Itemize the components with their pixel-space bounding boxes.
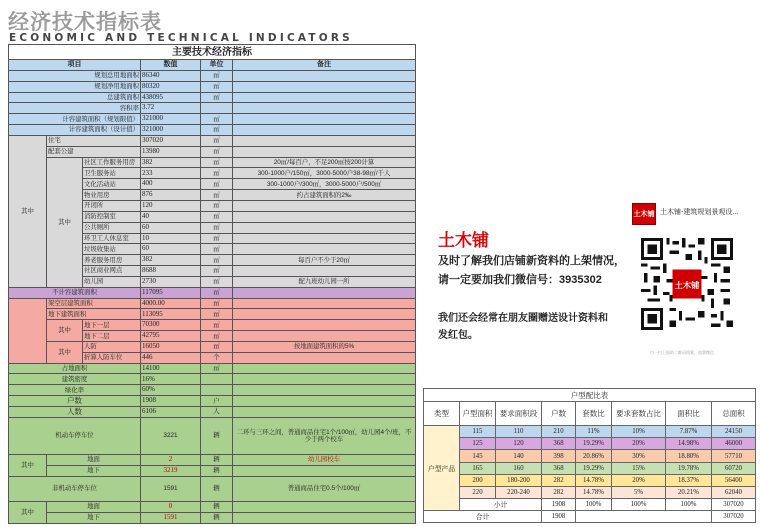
row-value: 42795: [141, 331, 201, 342]
row-value: 8688: [141, 266, 201, 277]
promo-line-3: 我们还会经常在朋友圈赠送设计资料和: [438, 313, 608, 324]
row-value: 60%: [141, 385, 201, 396]
row-label: 人防: [83, 341, 141, 352]
row-unit: 辆: [201, 501, 233, 512]
main-indicator-table-wrap: [8, 44, 415, 524]
cell: 145: [460, 450, 496, 462]
row-unit: ㎡: [201, 81, 233, 92]
row-note: [233, 211, 416, 222]
group-label: 其中: [9, 135, 47, 287]
row-label: 地下建筑面积: [47, 309, 141, 320]
row-note: [233, 374, 416, 385]
total-label: 合计: [424, 510, 542, 522]
cell: 307020: [712, 510, 756, 522]
row-note: 每百户不少于20㎡: [233, 255, 416, 266]
table-row: [9, 298, 416, 309]
row-unit: ㎡: [201, 233, 233, 244]
row-note: [233, 103, 416, 114]
subgroup-label: 其中: [47, 157, 83, 287]
row-unit: ㎡: [201, 287, 233, 298]
row-label: 地面: [47, 454, 141, 465]
qr-caption: 扫一扫上面的二维码图案，加我微信: [650, 350, 714, 355]
row-note: [233, 465, 416, 476]
cell: 24150: [712, 426, 756, 438]
row-label: 户数: [9, 396, 141, 407]
table-row: [9, 157, 416, 168]
row-note: [233, 407, 416, 418]
table-row: [9, 363, 416, 374]
row-unit: 辆: [201, 465, 233, 476]
cell: 220-240: [496, 486, 542, 498]
row-label: 折算人防车位: [83, 352, 141, 363]
table-header-row: [9, 60, 416, 71]
table-row: [9, 501, 416, 512]
row-label: 规划总用地面积: [9, 70, 141, 81]
row-value: 0: [141, 501, 201, 512]
row-value: 2730: [141, 276, 201, 287]
table-row: [9, 103, 416, 114]
row-note: [233, 244, 416, 255]
row-label: 物业用房: [83, 190, 141, 201]
row-value: 117095: [141, 287, 201, 298]
table-row: [9, 320, 416, 331]
brand-logo-badge: 土木铺: [632, 203, 656, 225]
cell: 11%: [576, 426, 612, 438]
cell: 46000: [712, 438, 756, 450]
cell: 368: [542, 462, 576, 474]
row-label: 社区工作服务用房: [83, 157, 141, 168]
col-header: 户型面积: [460, 402, 496, 426]
cell: 115: [460, 426, 496, 438]
row-note: [233, 298, 416, 309]
row-label: 非机动车停车位: [9, 476, 141, 501]
subtotal-row: [424, 498, 756, 510]
row-value: 86340: [141, 70, 201, 81]
row-note: [233, 200, 416, 211]
row-note: [233, 92, 416, 103]
row-note: [233, 81, 416, 92]
type-label: 户型产品: [424, 426, 460, 511]
row-note: 普通商品住宅0.5个/100㎡: [233, 476, 416, 501]
cell: 160: [496, 462, 542, 474]
row-value: 382: [141, 157, 201, 168]
row-value: 4000.00: [141, 298, 201, 309]
row-label: 建筑密度: [9, 374, 141, 385]
table-title: 主要技术经济指标: [9, 45, 416, 60]
row-note: [233, 146, 416, 157]
row-note: [233, 222, 416, 233]
row-note: 幼儿园校车: [233, 454, 416, 465]
row-note: [233, 70, 416, 81]
row-label: 不计容建筑面积: [9, 287, 141, 298]
qr-code-icon[interactable]: [641, 238, 733, 330]
cell: 1908: [542, 498, 576, 510]
brand-caption: 土木铺-建筑规划景观设...: [660, 209, 739, 216]
col-header: 户数: [542, 402, 576, 426]
row-note: 20㎡/每百户，不足200㎡按200计算: [233, 157, 416, 168]
col-header: 要求套数占比: [612, 402, 666, 426]
cell: 100%: [666, 498, 712, 510]
cell: 14.98%: [666, 438, 712, 450]
row-value: 400: [141, 179, 201, 190]
row-note: [233, 396, 416, 407]
row-label: 垃圾收集站: [83, 244, 141, 255]
page-subtitle: ECONOMIC AND TECHNICAL INDICATORS: [9, 32, 353, 44]
cell: 1908: [542, 510, 576, 522]
cell: 100%: [612, 498, 666, 510]
row-value: 446: [141, 352, 201, 363]
table-row: [424, 486, 756, 498]
cell: 60720: [712, 462, 756, 474]
cell: 180-200: [496, 474, 542, 486]
row-value: 6106: [141, 407, 201, 418]
row-note: 配九班幼儿园一所: [233, 276, 416, 287]
row-note: [233, 320, 416, 331]
row-value: 14100: [141, 363, 201, 374]
subgroup-label: 其中: [47, 341, 83, 363]
cell: 282: [542, 486, 576, 498]
cell: 62040: [712, 486, 756, 498]
row-label: 幼儿园: [83, 276, 141, 287]
cell: 200: [460, 474, 496, 486]
cell: 19.78%: [666, 462, 712, 474]
table-row: [9, 81, 416, 92]
row-note: [233, 114, 416, 125]
row-unit: ㎡: [201, 211, 233, 222]
row-note: 约占建筑面积的2‰: [233, 190, 416, 201]
col-header-item: 项目: [9, 60, 141, 71]
row-value: 80320: [141, 81, 201, 92]
table-row: [9, 454, 416, 465]
row-note: [233, 233, 416, 244]
subtotal-label: 小计: [460, 498, 542, 510]
cell: 14.78%: [576, 486, 612, 498]
cell: 282: [542, 474, 576, 486]
cell: 20.86%: [576, 450, 612, 462]
row-unit: ㎡: [201, 179, 233, 190]
row-value: 16050: [141, 341, 201, 352]
table-row: [9, 70, 416, 81]
row-value: 321000: [141, 114, 201, 125]
col-header-unit: 单位: [201, 60, 233, 71]
row-label: 文化活动站: [83, 179, 141, 190]
row-unit: ㎡: [201, 222, 233, 233]
cell: 100%: [576, 498, 612, 510]
col-header: 类型: [424, 402, 460, 426]
col-header-note: 备注: [233, 60, 416, 71]
cell: 57710: [712, 450, 756, 462]
main-indicator-table: [8, 44, 416, 524]
table-row: [9, 341, 416, 352]
row-value: 3.72: [141, 103, 201, 114]
row-note: [233, 501, 416, 512]
row-label: 开闭所: [83, 200, 141, 211]
row-unit: ㎡: [201, 146, 233, 157]
row-label: 计容建筑面积（规划限值）: [9, 114, 141, 125]
row-note: 300-1000户/300㎡，3000-5000户/500㎡: [233, 179, 416, 190]
row-label: 机动车停车位: [9, 417, 141, 454]
row-unit: 辆: [201, 512, 233, 523]
table-row: [9, 465, 416, 476]
row-label: 地下: [47, 512, 141, 523]
col-header-value: 数值: [141, 60, 201, 71]
row-unit: ㎡: [201, 70, 233, 81]
row-label: 住宅: [47, 135, 141, 146]
table-row: [424, 450, 756, 462]
row-note: [233, 135, 416, 146]
table-row: [9, 476, 416, 501]
cell: 19.29%: [576, 462, 612, 474]
row-unit: ㎡: [201, 125, 233, 136]
row-unit: ㎡: [201, 255, 233, 266]
row-note: [233, 363, 416, 374]
row-value: 70300: [141, 320, 201, 331]
table-row: [9, 309, 416, 320]
qr-center-label: 土木铺: [674, 280, 700, 291]
row-label: 地下: [47, 465, 141, 476]
row-label: 人数: [9, 407, 141, 418]
row-unit: ㎡: [201, 331, 233, 342]
unit-table-title-row: [424, 389, 756, 402]
cell: 125: [460, 438, 496, 450]
row-unit: ㎡: [201, 114, 233, 125]
cell: 20.21%: [666, 486, 712, 498]
promo-brand: 土木铺: [438, 231, 489, 250]
row-note: [233, 287, 416, 298]
row-label: 养老服务用房: [83, 255, 141, 266]
table-row: [9, 125, 416, 136]
row-unit: ㎡: [201, 92, 233, 103]
row-unit: 辆: [201, 476, 233, 501]
row-value: 382: [141, 255, 201, 266]
col-header: 面积比: [666, 402, 712, 426]
cell: 7.87%: [666, 426, 712, 438]
table-row: [9, 407, 416, 418]
row-unit: ㎡: [201, 200, 233, 211]
row-value: 1591: [141, 512, 201, 523]
row-unit: ㎡: [201, 157, 233, 168]
row-unit: ㎡: [201, 190, 233, 201]
row-unit: ㎡: [201, 298, 233, 309]
row-unit: ㎡: [201, 135, 233, 146]
row-label: 公共厕所: [83, 222, 141, 233]
row-value: 40: [141, 211, 201, 222]
row-note: 按地面建筑面积的5%: [233, 341, 416, 352]
row-label: 规划净用地面积: [9, 81, 141, 92]
row-label: 配套公建: [47, 146, 141, 157]
row-unit: ㎡: [201, 320, 233, 331]
table-row: [9, 396, 416, 407]
table-row: [9, 374, 416, 385]
cell: 398: [542, 450, 576, 462]
unit-mix-table: [423, 388, 756, 523]
group-label: 其中: [9, 501, 47, 523]
row-value: 233: [141, 168, 201, 179]
row-note: 二环与三环之间，普通商品住宅1个/100㎡，幼儿园4个/班，不少于两个校车: [233, 417, 416, 454]
table-row: [9, 146, 416, 157]
row-value: 321000: [141, 125, 201, 136]
row-unit: ㎡: [201, 244, 233, 255]
table-title-row: [9, 45, 416, 60]
row-unit: ㎡: [201, 168, 233, 179]
row-unit: 户: [201, 396, 233, 407]
row-value: 3221: [141, 417, 201, 454]
row-note: [233, 512, 416, 523]
row-unit: 辆: [201, 454, 233, 465]
cell: 110: [496, 426, 542, 438]
row-unit: ㎡: [201, 309, 233, 320]
row-label: 卫生服务站: [83, 168, 141, 179]
row-note: [233, 352, 416, 363]
row-note: [233, 385, 416, 396]
group-spacer: [9, 298, 47, 363]
row-label: 社区商业网点: [83, 266, 141, 277]
table-row: [9, 512, 416, 523]
table-row: [424, 474, 756, 486]
row-note: [233, 125, 416, 136]
cell: 120: [496, 438, 542, 450]
cell: 220: [460, 486, 496, 498]
row-label: 总建筑面积: [9, 92, 141, 103]
table-row: [9, 114, 416, 125]
promo-line-4: 发红包。: [438, 330, 478, 341]
cell: 20%: [612, 474, 666, 486]
row-note: [233, 309, 416, 320]
col-header: 总面积: [712, 402, 756, 426]
subgroup-label: 其中: [47, 320, 83, 342]
cell: 15%: [612, 462, 666, 474]
row-label: 地下二层: [83, 331, 141, 342]
table-row: [9, 92, 416, 103]
row-unit: [201, 385, 233, 396]
table-row: [9, 135, 416, 146]
row-label: 地下一层: [83, 320, 141, 331]
cell: 5%: [612, 486, 666, 498]
cell: 30%: [612, 450, 666, 462]
row-unit: ㎡: [201, 341, 233, 352]
row-value: 2: [141, 454, 201, 465]
row-unit: ㎡: [201, 363, 233, 374]
cell: 368: [542, 438, 576, 450]
row-value: 438095: [141, 92, 201, 103]
cell: 140: [496, 450, 542, 462]
cell: 19.29%: [576, 438, 612, 450]
row-value: 10: [141, 233, 201, 244]
row-unit: 个: [201, 352, 233, 363]
cell: 20%: [612, 438, 666, 450]
row-unit: 辆: [201, 417, 233, 454]
row-unit: ㎡: [201, 266, 233, 277]
page-title: 经济技术指标表: [8, 10, 162, 34]
table-row: [9, 385, 416, 396]
row-label: 容积率: [9, 103, 141, 114]
table-row: [424, 426, 756, 438]
row-value: 13980: [141, 146, 201, 157]
row-label: 计容建筑面积（设计值）: [9, 125, 141, 136]
unit-table-header-row: [424, 402, 756, 426]
col-header: 套数比: [576, 402, 612, 426]
cell: 56400: [712, 474, 756, 486]
table-row: [9, 287, 416, 298]
cell: [576, 510, 712, 522]
row-value: 120: [141, 200, 201, 211]
cell: 18.37%: [666, 474, 712, 486]
row-unit: [201, 374, 233, 385]
row-unit: 人: [201, 407, 233, 418]
cell: 165: [460, 462, 496, 474]
cell: 18.80%: [666, 450, 712, 462]
row-note: 300-1000户/150㎡，3000-5000户38-98㎡/千人: [233, 168, 416, 179]
row-value: 307020: [141, 135, 201, 146]
row-label: 占地面积: [9, 363, 141, 374]
row-note: [233, 331, 416, 342]
row-label: 架空层建筑面积: [47, 298, 141, 309]
row-value: 113095: [141, 309, 201, 320]
row-value: 1591: [141, 476, 201, 501]
row-value: 60: [141, 244, 201, 255]
row-unit: [201, 103, 233, 114]
group-label: 其中: [9, 454, 47, 476]
table-row: [424, 438, 756, 450]
row-label: 地面: [47, 501, 141, 512]
row-value: 876: [141, 190, 201, 201]
cell: 10%: [612, 426, 666, 438]
cell: 14.78%: [576, 474, 612, 486]
col-header: 要求面积段: [496, 402, 542, 426]
row-label: 绿化率: [9, 385, 141, 396]
row-label: 环卫工人休息室: [83, 233, 141, 244]
unit-table-title: 户型配比表: [424, 389, 756, 402]
row-value: 1908: [141, 396, 201, 407]
row-value: 3219: [141, 465, 201, 476]
promo-line-1: 及时了解我们店铺新资料的上架情况，: [438, 255, 625, 267]
cell: 307020: [712, 498, 756, 510]
row-unit: ㎡: [201, 276, 233, 287]
total-row: [424, 510, 756, 522]
row-note: [233, 266, 416, 277]
row-value: 60: [141, 222, 201, 233]
table-row: [424, 462, 756, 474]
row-value: 16%: [141, 374, 201, 385]
cell: 210: [542, 426, 576, 438]
promo-line-2: 请一定要加我们微信号：3935302: [438, 274, 602, 286]
row-label: 消防控制室: [83, 211, 141, 222]
table-row: [9, 417, 416, 454]
